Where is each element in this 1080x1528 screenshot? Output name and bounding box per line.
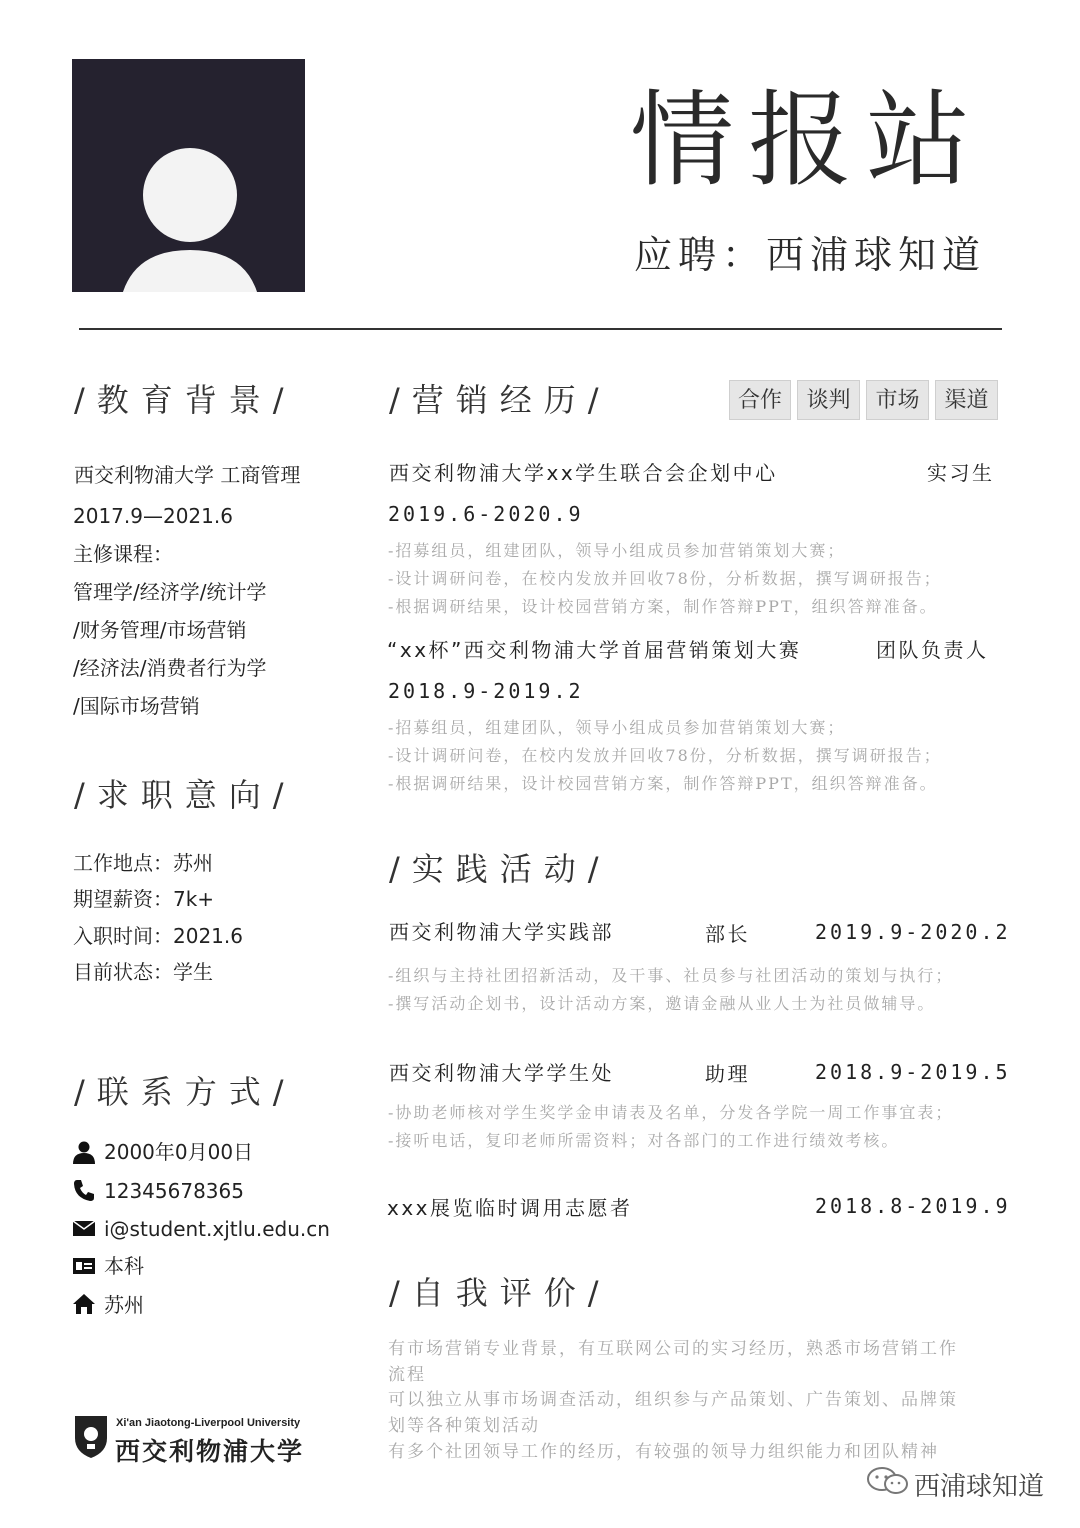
job-organization: “xx杯”西交利物浦大学首届营销策划大赛 [387,638,802,662]
apply-position: 应聘：西浦球知道 [633,233,986,277]
id-card-icon [72,1254,96,1278]
activity-detail: -撰写活动企划书，设计活动方案，邀请金融从业人士为社员做辅导。 [388,994,936,1013]
activity-detail: -接听电话，复印老师所需资料；对各部门的工作进行绩效考核。 [388,1131,900,1150]
watermark-text: 西浦球知道 [914,1472,1045,1502]
self-eval-section-title: /自我评价/ [389,1274,611,1312]
course-line: /经济法/消费者行为学 [73,656,267,680]
marketing-section-title: /营销经历/ [389,381,611,419]
intention-location: 工作地点：苏州 [73,851,213,875]
education-school-major: 西交利物浦大学 工商管理 [74,463,301,487]
course-line: 管理学/经济学/统计学 [73,580,267,604]
email-icon [72,1216,96,1240]
intention-salary: 期望薪资：7k+ [73,887,215,911]
avatar-photo [72,59,305,292]
intention-status: 目前状态：学生 [73,960,213,984]
course-line: /财务管理/市场营销 [73,618,247,642]
course-line: /国际市场营销 [73,694,200,718]
activity-organization: xxx展览临时调用志愿者 [387,1196,633,1220]
intention-start-date: 入职时间：2021.6 [73,924,243,948]
activity-period: 2019.9-2020.2 [815,920,1011,944]
job-period: 2019.6-2020.9 [388,502,584,526]
person-icon [72,1140,96,1164]
skill-tag: 谈判 [797,380,860,420]
contact-birthday: 2000年0月00日 [104,1140,254,1164]
practice-section-title: /实践活动/ [389,850,611,888]
job-organization: 西交利物浦大学xx学生联合会企划中心 [389,461,778,485]
skill-tag: 渠道 [935,380,998,420]
contact-degree: 本科 [104,1254,144,1278]
job-detail: -根据调研结果，设计校园营销方案，制作答辩PPT，组织答辩准备。 [388,597,938,616]
self-eval-line: 划等各种策划活动 [388,1416,540,1436]
phone-icon [72,1178,96,1202]
wechat-icon [866,1466,910,1496]
job-detail: -根据调研结果，设计校园营销方案，制作答辩PPT，组织答辩准备。 [388,774,938,793]
contact-section-title: /联系方式/ [74,1073,296,1111]
candidate-name: 情报站 [629,79,984,201]
self-eval-line: 流程 [388,1365,426,1385]
job-detail: -设计调研问卷，在校内发放并回收78份，分析数据，撰写调研报告； [388,746,942,765]
self-eval-line: 可以独立从事市场调查活动，组织参与产品策划、广告策划、品牌策 [388,1390,958,1410]
activity-detail: -组织与主持社团招新活动，及干事、社员参与社团活动的策划与执行； [388,966,954,985]
contact-city: 苏州 [104,1293,144,1317]
self-eval-line: 有多个社团领导工作的经历，有较强的领导力组织能力和团队精神 [388,1442,939,1462]
job-detail: -招募组员，组建团队，领导小组成员参加营销策划大赛； [388,718,846,737]
header-divider [79,328,1002,330]
education-period: 2017.9—2021.6 [73,504,233,528]
job-role: 实习生 [927,461,995,485]
job-role: 团队负责人 [876,638,989,662]
education-section-title: /教育背景/ [74,381,296,419]
job-detail: -设计调研问卷，在校内发放并回收78份，分析数据，撰写调研报告； [388,569,942,588]
user-placeholder-icon [72,59,305,292]
contact-phone: 12345678365 [104,1179,244,1203]
activity-period: 2018.9-2019.5 [815,1060,1011,1084]
self-eval-line: 有市场营销专业背景，有互联网公司的实习经历，熟悉市场营销工作 [388,1339,958,1359]
activity-organization: 西交利物浦大学实践部 [389,920,614,944]
contact-email: i@student.xjtlu.edu.cn [104,1217,330,1241]
university-shield-icon [73,1414,109,1460]
skill-tag: 合作 [729,380,791,420]
activity-period: 2018.8-2019.9 [815,1194,1011,1218]
home-icon [72,1292,96,1316]
job-period: 2018.9-2019.2 [388,679,584,703]
courses-label: 主修课程： [73,542,173,566]
activity-organization: 西交利物浦大学学生处 [389,1061,614,1085]
job-detail: -招募组员，组建团队，领导小组成员参加营销策划大赛； [388,541,846,560]
intention-section-title: /求职意向/ [74,776,296,814]
university-logo-english: Xi'an Jiaotong-Liverpool University [116,1417,301,1429]
activity-role: 部长 [705,922,750,946]
university-logo-chinese: 西交利物浦大学 [115,1437,305,1466]
activity-role: 助理 [705,1062,750,1086]
activity-detail: -协助老师核对学生奖学金申请表及名单，分发各学院一周工作事宜表； [388,1103,954,1122]
skill-tag: 市场 [866,380,929,420]
